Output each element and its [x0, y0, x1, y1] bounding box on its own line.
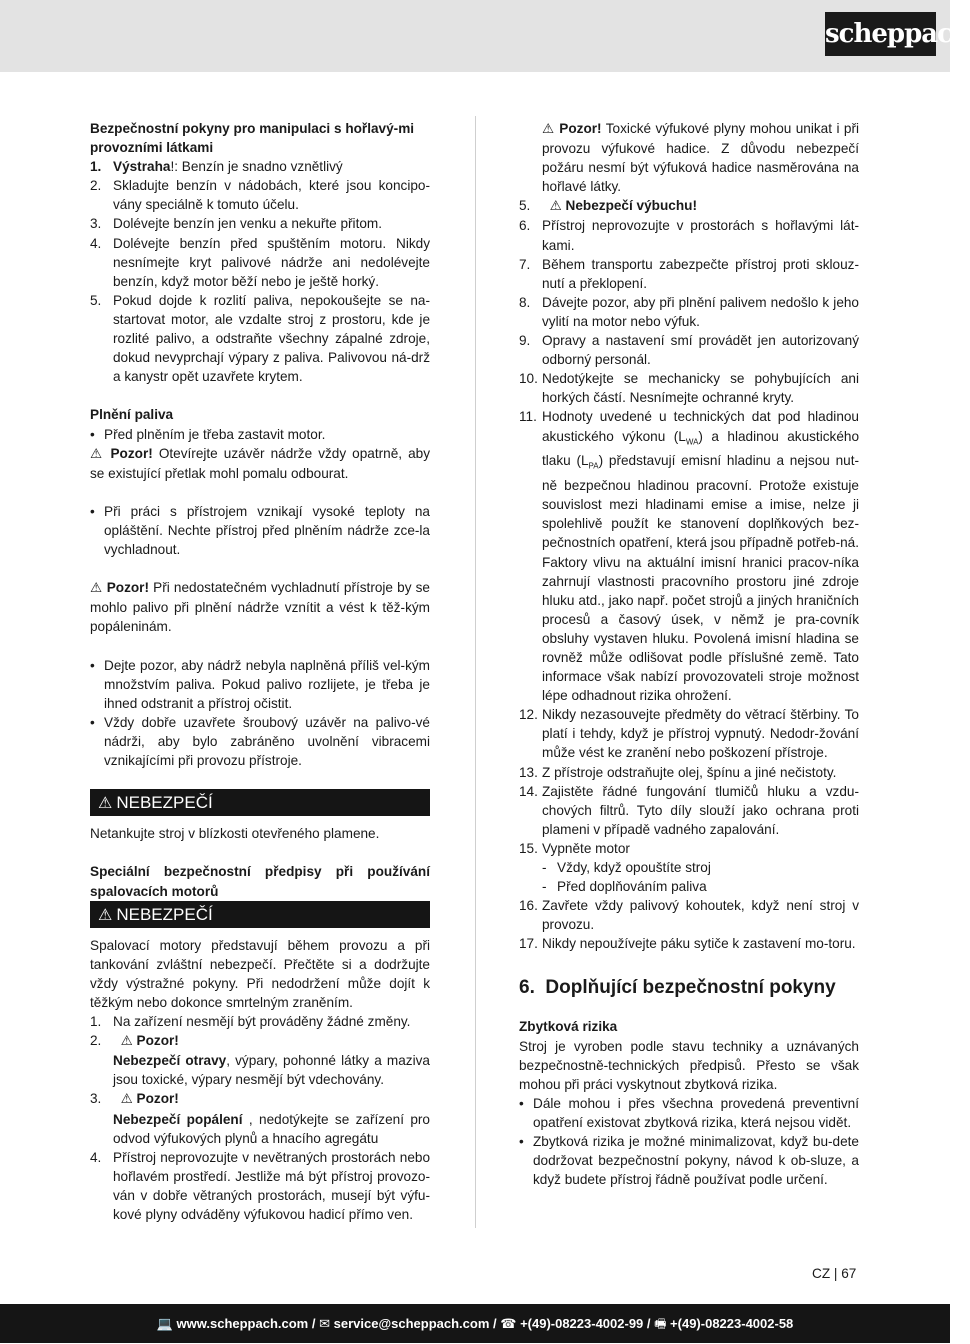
list-item: 10. Nedotýkejte se mechanicky se pohybujících ani horkých částí. Nesnímejte ochranné kryty.	[519, 371, 859, 406]
sub-list	[542, 858, 859, 896]
danger-text: Spalovací motory představují během provozu a při tankování zvláštní nebezpečí. Přečtěte si a dodržujte vždy výstražné pokyny. Při nedodržení může dojít k těžkým nebo dokonce smrtelným zraněním.	[90, 937, 430, 1010]
warning-triangle-icon: ⚠	[120, 1033, 133, 1050]
warning-triangle-icon: ⚠	[120, 1091, 133, 1108]
list-item: 7. Během transportu zabezpečte přístroj proti sklouz-nutí a překlopení.	[519, 256, 859, 291]
list-item: 1. Výstraha!: Benzín je snadno vznětlivý	[90, 159, 343, 175]
column-divider	[475, 116, 476, 1228]
list-item: 9. Opravy a nastavení smí provádět jen autorizovaný odborný personál.	[519, 333, 859, 368]
danger-text: Netankujte stroj v blízkosti otevřeného plamene.	[90, 826, 380, 842]
list-item: 3. Dolévejte benzín jen venku a nekuřte přitom.	[90, 216, 383, 232]
list-item: 14. Zajistěte řádné fungování tlumičů hluku a vzdu-chových filtrů. Tyto díly slouží jako ochrana proti plameni v případě vadného zapalování.	[519, 783, 859, 837]
list-item: 5. ⚠ Nebezpečí výbuchu!	[519, 198, 697, 215]
page-number: CZ | 67	[812, 1266, 857, 1281]
scheppach-logo: scheppach	[825, 12, 936, 56]
warning-triangle-icon: ⚠	[549, 198, 562, 215]
flammable-list	[90, 157, 430, 386]
list-item: 4. Dolévejte benzín před spuštěním motoru. Nikdy nesnímejte kryt palivové nádrže ani nedolévejte benzín, když motor běží nebo je ještě horký.	[90, 235, 430, 289]
heading-special: Speciální bezpečnostní předpisy při používání spalovacích motorů	[90, 864, 430, 899]
warning-triangle-icon: ⚠	[90, 445, 105, 462]
fax-icon: 🖷	[654, 1317, 667, 1332]
footer-website[interactable]: www.scheppach.com	[176, 1316, 309, 1331]
list-item: ⚠ Pozor! Toxické výfukové plyny mohou unikat i při provozu výfukové hadice. Z důvodu nebezpečí požáru nesmí být výfuková hadice nasměrována na hořlavé látky.	[542, 121, 860, 195]
list-item: 8. Dávejte pozor, aby při plnění palivem nedošlo k jeho vylití na motor nebo výfuk.	[519, 294, 859, 329]
list-item: 16. Zavřete vždy palivový kohoutek, když není stroj v provozu.	[519, 898, 859, 933]
section-heading: 6. Doplňující bezpečnostní pokyny	[519, 977, 836, 999]
list-item: • Zbytková rizika je možné minimalizovat, když bu-dete dodržovat bezpečnostní pokyny, návod k ob-sluze, a když budete přístroj řádně používat podle určení.	[519, 1132, 859, 1189]
list-item: • Před plněním je třeba zastavit motor.	[90, 425, 430, 444]
list-item: • Dejte pozor, aby nádrž nebyla naplněná příliš vel-kým množstvím paliva. Pokud palivo rozlijete, je třeba je ihned odstranit a přístroj očistit.	[90, 656, 430, 713]
list-item: 2. Skladujte benzín v nádobách, které jsou koncipo-vány speciálně k tomuto účelu.	[90, 178, 430, 213]
list-item: - Vždy, když opouštíte stroj	[542, 858, 859, 877]
list-item: 13. Z přístroje odstraňujte olej, špínu a jiné nečistoty.	[519, 764, 837, 780]
list-item: 12. Nikdy nezasouvejte předměty do větrací štěrbiny. To platí i tehdy, když je přístroj vypnutý. Nedodr-žování může vést ke zranění nebo poškození přístroje.	[519, 707, 859, 761]
list-item: - Před doplňováním paliva	[542, 877, 859, 896]
list-item: • Vždy dobře uzavřete šroubový uzávěr na palivo-vé nádrži, aby bylo zabráněno uvolnění vibracemi vznikajícími při provozu přístroje.	[90, 713, 430, 770]
residual-text: Stroj je vyroben podle stavu techniky a uznávaných bezpečnostně-technických předpisů. Přesto se však mohou při práci vyskytnout zbytková rizika.	[519, 1038, 859, 1092]
fuel-list-3	[90, 656, 430, 771]
list-item: 4. Přístroj neprovozujte v nevětraných prostorách nebo hořlavém prostředí. Jestliže má být přístroj provozo-ván v dobře větraných prostorách, musejí být výfu-kové plyny odváděny výfukovou hadicí přímo ven.	[90, 1149, 430, 1222]
danger-banner: ⚠ NEBEZPEČÍ	[90, 789, 430, 816]
list-item: 1. Na zařízení nesmějí být prováděny žádné změny.	[90, 1014, 411, 1030]
special-list	[90, 1012, 430, 1224]
warning-triangle-icon: ⚠	[98, 904, 113, 924]
footer-fax: +(49)-08223-4002-58	[670, 1316, 794, 1331]
phone-icon: ☎	[500, 1317, 517, 1332]
footer-phone: +(49)-08223-4002-99	[520, 1316, 644, 1331]
warning-triangle-icon: ⚠	[98, 793, 113, 813]
fuel-list-1	[90, 425, 430, 444]
list-item: • Dále mohou i přes všechna provedená preventivní opatření existovat zbytková rizika, která nejsou vidět.	[519, 1094, 859, 1132]
list-item: 2. ⚠ Pozor! Nebezpečí otravy, výpary, pohonné látky a maziva jsou toxické, výpary nesmějí být vdechovány.	[90, 1033, 430, 1088]
warning-triangle-icon: ⚠	[542, 121, 555, 137]
caution-note: ⚠ Pozor! Při nedostatečném vychladnutí přístroje by se mohlo palivo při plnění nádrže vznítit a vést k těž-kým popáleninám.	[90, 580, 430, 635]
list-item: 5. Pokud dojde k rozlití paliva, nepokoušejte se na-startovat motor, ale vzdalte stroj z prostoru, kde je rozlité palivo, a odstraňte všechny zápalné zdroje, dokud nevyprchají výpary z paliva. Palivovou ná-drž a kanystr opět uzavřete krytem.	[90, 292, 430, 385]
heading-flammable: Bezpečnostní pokyny pro manipulaci s hořlavý-mi provozními látkami	[90, 121, 415, 156]
left-column	[90, 119, 430, 1224]
fuel-list-2	[90, 502, 430, 559]
danger-banner: ⚠ NEBEZPEČÍ	[90, 901, 430, 928]
list-item: 11. Hodnoty uvedené u technických dat pod hladinou akustického výkonu $(L_{WA})$ a hladinou akustického tlaku $(L_{PA})$ představují emisní hladinu a nejsou nut-ně bezpečnou hladinou pracovní. Protože existuje souvislost mezi hladinami emise a imise, nelze ji spolehlivě použít ke stanovení doplňkových bez-pečnostních opatření, která jsou případně potřeb-ná. Faktory vlivu na aktuální imisní hranici pracov-níka zahrnují vlastnosti pracovního prostoru jiné zdroje hluku atd., jako např. počet strojů a jiných hraničních procesů a časový úsek, v němž je pra-covník obsluhy vystaven hluku. Povolená imisní hladina se rovněž může odlišovat podle příslušné země. Tato informace však nabízí provozovateli stroje možnost lépe odhadnout rizika ohrožení.	[519, 409, 860, 704]
list-item: 15. Vypněte motor - Vždy, když opouštíte stroj - Před doplňováním paliva	[519, 839, 859, 896]
list-item: 6. Přístroj neprovozujte v prostorách s hořlavými lát-kami.	[519, 218, 859, 253]
header-bar	[0, 0, 970, 72]
footer-email[interactable]: service@scheppach.com	[333, 1316, 490, 1331]
mail-icon: ✉	[319, 1317, 330, 1332]
computer-icon: 💻	[156, 1317, 173, 1332]
heading-fuel: Plnění paliva	[90, 407, 174, 423]
heading-residual: Zbytková rizika	[519, 1019, 618, 1035]
footer-bar: 💻 www.scheppach.com / ✉ service@scheppach.com / ☎ +(49)-08223-4002-99 / 🖷 +(49)-08223-4002-58	[0, 1304, 950, 1343]
caution-note: ⚠ Pozor! Otevírejte uzávěr nádrže vždy opatrně, aby se existující přetlak mohl pomalu odbourat.	[90, 445, 430, 481]
right-list	[519, 119, 859, 953]
right-column	[519, 119, 859, 1189]
warning-triangle-icon: ⚠	[90, 580, 103, 597]
list-item: 3. ⚠ Pozor! Nebezpečí popálení , nedotýkejte se zařízení pro odvod výfukových plynů a hnacího agregátu	[90, 1091, 430, 1146]
list-item: 17. Nikdy nepoužívejte páku sytiče k zastavení mo-toru.	[519, 936, 856, 952]
residual-list	[519, 1094, 859, 1189]
list-item: • Při práci s přístrojem vznikají vysoké teploty na opláštění. Nechte přístroj před plněním nádrže zce-la vychladnout.	[90, 502, 430, 559]
